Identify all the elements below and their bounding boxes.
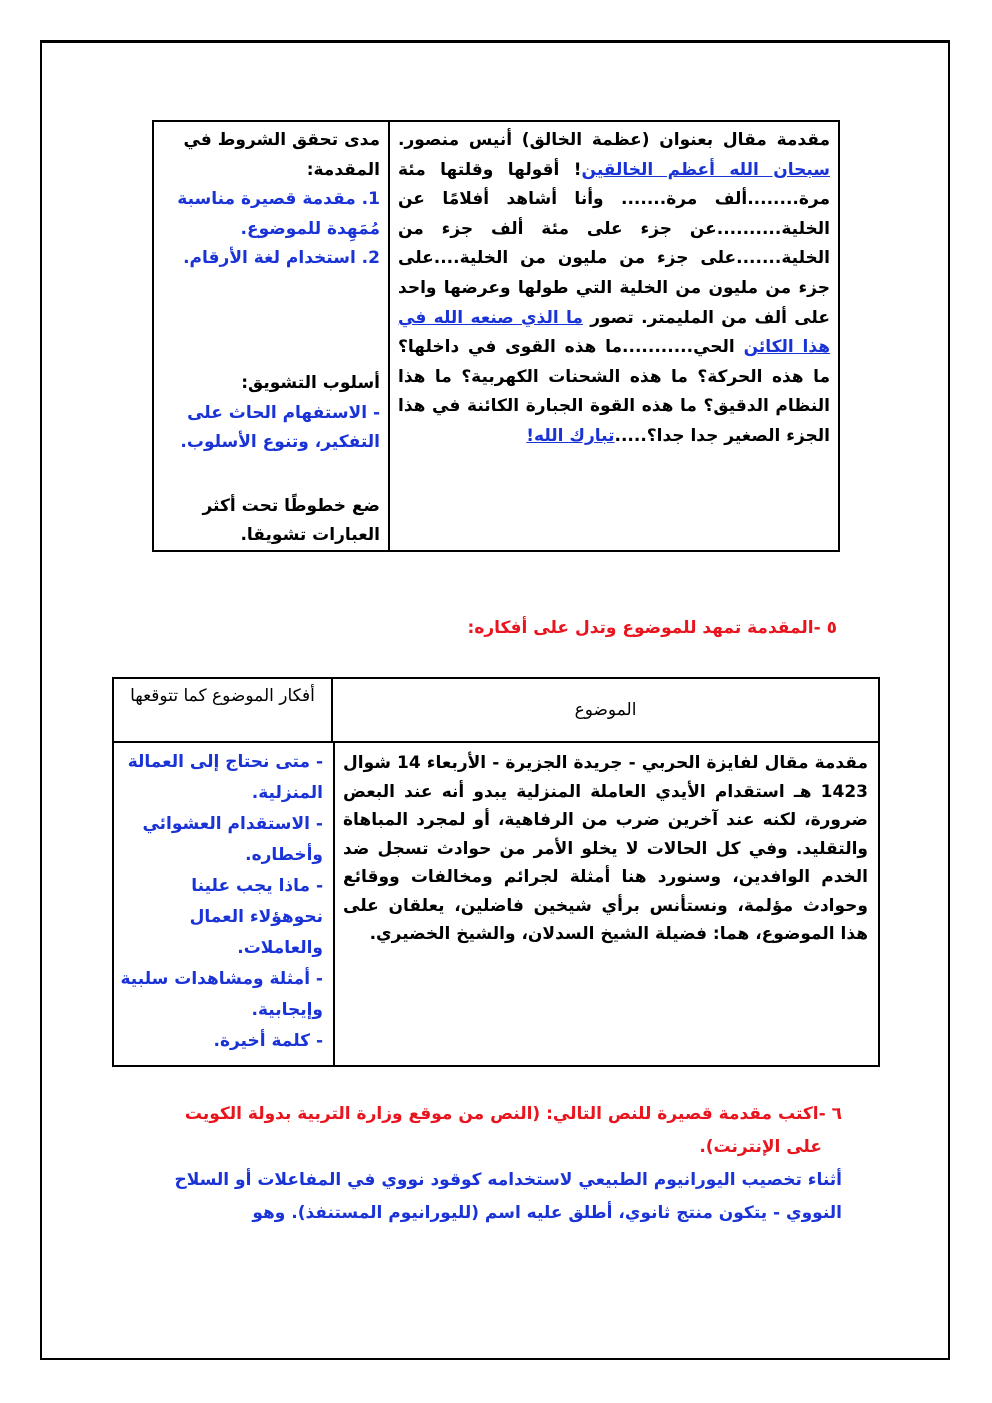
question-6-title: ٦ -اكتب مقدمة قصيرة للنص التالي: (النص من موقع وزارة التربية بدولة الكويت: [184, 1104, 842, 1124]
idea-item: - ماذا يجب علينا نحوهؤلاء العمال والعاملات.: [189, 876, 323, 958]
question-6-title-cont: على الإنترنت).: [699, 1137, 822, 1157]
question-6-body: أثناء تخصيب اليورانيوم الطبيعي لاستخدامه كوقود نووي في المفاعلات أو السلاح النووي - يتكون منتج ثانوي، أطلق عليه اسم (لليورانيوم المستنفذ). وهو: [174, 1170, 842, 1223]
idea-item: - متى نحتاج إلى العمالة المنزلية.: [127, 752, 323, 803]
header-topic: الموضوع: [331, 679, 878, 741]
header-ideas: أفكار الموضوع كما تتوقعها: [130, 686, 315, 706]
underline-instruction: ضع خطوطًا تحت أكثر العبارات تشويقا.: [202, 495, 380, 546]
question-6: [142, 1098, 842, 1230]
condition-item: 2. استخدام لغة الأرقام.: [183, 248, 380, 269]
intro-text-highlight: تبارك الله!: [526, 425, 615, 446]
intro-text-highlight: سبحان الله أعظم الخالقين: [581, 159, 830, 180]
section-5-heading: ٥ -المقدمة تمهد للموضوع وتدل على أفكاره:: [467, 618, 837, 638]
suspense-text: - الاستفهام الحاث على التفكير، وتنوع الأسلوب.: [180, 402, 380, 453]
topic-ideas-table: [112, 677, 880, 1067]
conditions-title: مدى تحقق الشروط في المقدمة:: [183, 130, 380, 180]
table-header-row: [114, 679, 878, 743]
intro-analysis-table: [152, 120, 840, 552]
intro-text-part: الحي...........ما هذه القوى في داخلها؟ ما هذه الحركة؟ ما هذه الشحنات الكهربية؟ ما هذا النظام الدقيق؟ ما هذه القوة الجبارة الكائنة في هذا الجزء الصغير جدا جدا؟.....: [398, 337, 830, 446]
idea-item: - أمثلة ومشاهدات سلبية وإيجابية.: [120, 969, 323, 1020]
table-body-row: [114, 743, 878, 1065]
intro-text-cell: [388, 122, 838, 550]
intro-notes-cell: [154, 122, 388, 550]
idea-item: - كلمة أخيرة.: [213, 1031, 323, 1051]
condition-item: 1. مقدمة قصيرة مناسبة مُمَهِدة للموضوع.: [177, 189, 380, 239]
idea-item: - الاستقدام العشوائي وأخطاره.: [142, 814, 323, 865]
suspense-title: أسلوب التشويق:: [241, 372, 380, 393]
intro-text-highlight: ما الذي صنعه الله في هذا الكائن: [398, 307, 830, 358]
intro-text-part: ! أقولها وقلتها مئة مرة........ألف مرة....... وأنا أشاهد أفلامًا عن الخلية..........عن جزء على مئة ألف جزء من الخلية.......على جزء من مليون من الخلية....على جزء من مليون من الخلية التي طولها وعرضها واحد على ألف من المليمتر. تصور: [398, 159, 830, 328]
topic-text-cell: مقدمة مقال لفايزة الحربي - جريدة الجزيرة - الأربعاء 14 شوال 1423 هـ استقدام الأيدي العاملة المنزلية يبدو أنه عند البعض ضرورة، لكنه عند آخرين ضرب من الرفاهية، أو لمجرد المباهاة والتقليد. وفي كل الحالات لا يخلو الأمر من حوادث تسجل ضد الخدم الوافدين، وسنورد هنا أمثلة لجرائم ومخالفات ووقائع وحوادث مؤلمة، ونستأنس برأي شيخين فاضلين، يعلقان على هذا الموضوع، هما: فضيلة الشيخ السدلان، والشيخ الخضيري.: [333, 743, 878, 1065]
ideas-cell: [114, 743, 333, 1065]
intro-text-part: مقدمة مقال بعنوان (عظمة الخالق) أنيس منصور.: [398, 130, 830, 150]
